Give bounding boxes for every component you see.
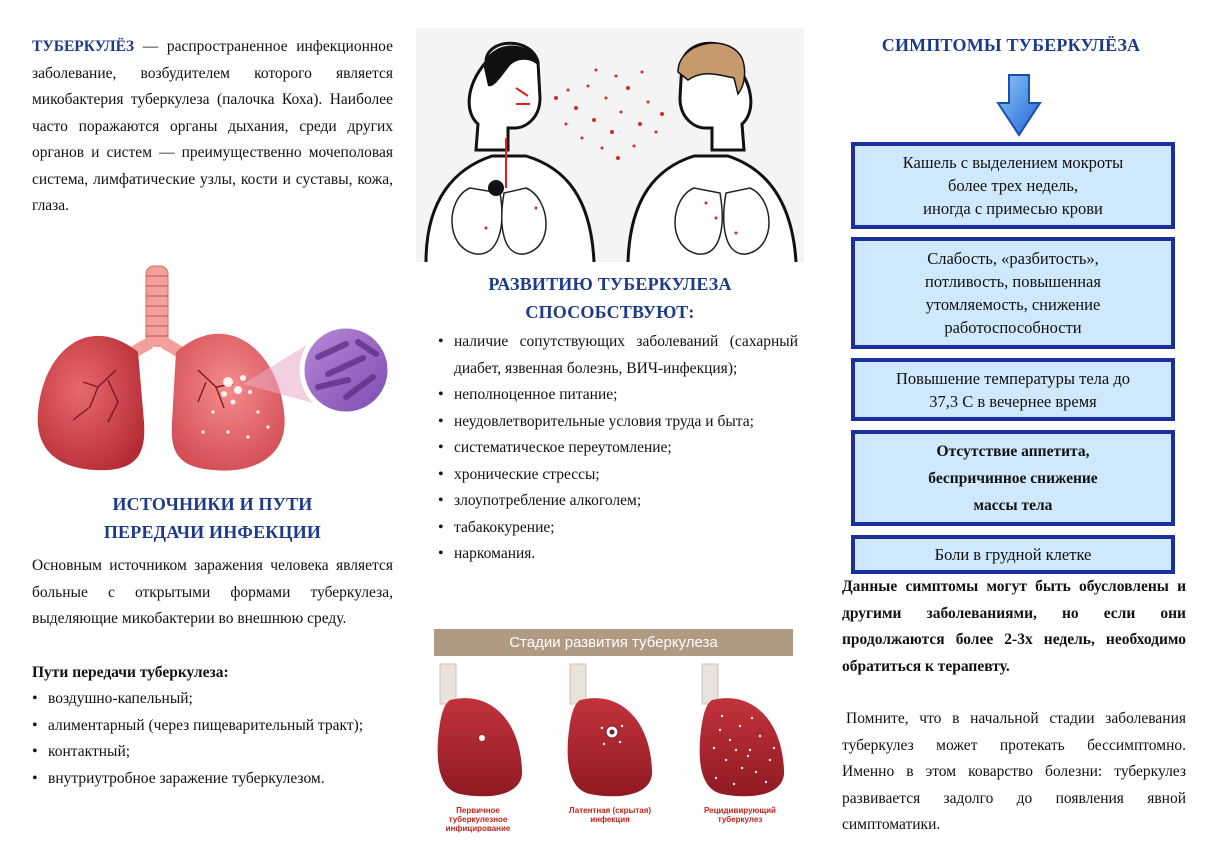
arrow-down-icon [996,73,1042,137]
symptom-box-cough [851,142,1175,229]
symptom-line: иногда с примесью крови [923,199,1103,218]
symptom-line: беспричинное снижение [928,469,1098,487]
intro-text: — распространенное инфекционное заболевание, возбудителем которого является микобактерия туберкулеза (палочка Коха). Наиболее часто поражаются органы дыхания, среди других органов и систем — преимущественно мочеполовая система, лимфатические узлы, кости и суставы, кожа, глаза. [32,38,393,214]
symptom-line: Кашель с выделением мокроты [902,153,1124,172]
symptom-line: массы тела [973,496,1053,514]
intro-term: ТУБЕРКУЛЁЗ [32,38,135,55]
symptom-line: работоспособности [944,318,1082,337]
symptom-box-weakness [851,237,1175,349]
symptoms-heading: СИМПТОМЫ ТУБЕРКУЛЁЗА [881,35,1141,55]
stage-1-lung [438,664,522,796]
route-item: • алиментарный (через пищеварительный тракт); [48,713,393,740]
symptom-line: более трех недель, [947,176,1079,195]
symptom-line: 37,3 С в вечернее время [929,391,1097,411]
symptom-line: потливость, повышенная [925,272,1101,291]
lungs-illustration [28,262,396,482]
routes-list [48,686,393,792]
stage-1-label: Первичное туберкулезное инфицирование [445,806,511,833]
factor-item: • неполноценное питание; [454,382,798,409]
factors-heading-line-2: СПОСОБСТВУЮТ: [525,302,695,322]
bacteria-magnifier [302,326,390,414]
symptom-box-temperature [851,358,1175,421]
symptom-line: Отсутствие аппетита, [936,442,1090,460]
factor-item: • злоупотребление алкоголем; [454,488,798,515]
factor-item: • наличие сопутствующих заболеваний (сахарный диабет, язвенная болезнь, ВИЧ-инфекция); [454,329,798,382]
route-item: • контактный; [48,739,393,766]
route-item: • воздушно-капельный; [48,686,393,713]
factor-item: • хронические стрессы; [454,462,798,489]
stage-2-lung [568,664,652,796]
symptom-line: Боли в грудной клетке [934,545,1092,564]
factor-item: • систематическое переутомление; [454,435,798,462]
warning-paragraph: Данные симптомы могут быть обусловлены и другими заболеваниями, но если они продолжаются более 2-3х недель, необходимо обратиться к терапевту. [842,578,1186,675]
factors-list [454,329,798,568]
symptom-box-chest-pain [851,535,1175,574]
route-item: • внутриутробное заражение туберкулезом. [48,766,393,793]
factor-item: • наркомания. [454,541,798,568]
stages-lungs-illustration [430,660,800,805]
factors-heading [416,270,804,326]
factor-item: • табакокурение; [454,515,798,542]
symptom-line: Повышение температуры тела до [895,368,1131,388]
stage-3-lung [700,664,784,796]
stages-banner: Стадии развития туберкулеза [434,629,793,656]
stage-2-label: Латентная (скрытая) инфекция [568,806,652,824]
sources-heading-line-2: ПЕРЕДАЧИ ИНФЕКЦИИ [103,522,322,542]
factors-heading-line-1: РАЗВИТИЮ ТУБЕРКУЛЕЗА [488,274,732,294]
airborne-transmission-illustration [416,28,804,262]
symptom-line: утомляемость, снижение [925,295,1101,314]
remember-paragraph: Помните, что в начальной стадии заболевания туберкулез может протекать бессимптомно. Именно в этом коварство болезни: туберкулез развивается задолго до появления явной симптоматики. [842,710,1186,833]
sources-heading-line-1: ИСТОЧНИКИ И ПУТИ [112,494,313,514]
right-lung [172,334,285,471]
sources-paragraph: Основным источником заражения человека является больные с открытыми формами туберкулеза, выделяющие микобактерии во внешнюю среду. [32,557,393,627]
sources-heading [32,490,393,546]
symptom-line: Слабость, «разбитость», [927,249,1099,268]
intro-paragraph [32,34,393,220]
factor-item: • неудовлетворительные условия труда и быта; [454,409,798,436]
symptom-box-appetite [851,430,1175,526]
stage-3-label: Рецидивирующий туберкулез [704,806,776,824]
routes-heading: Пути передачи туберкулеза: [32,664,229,681]
